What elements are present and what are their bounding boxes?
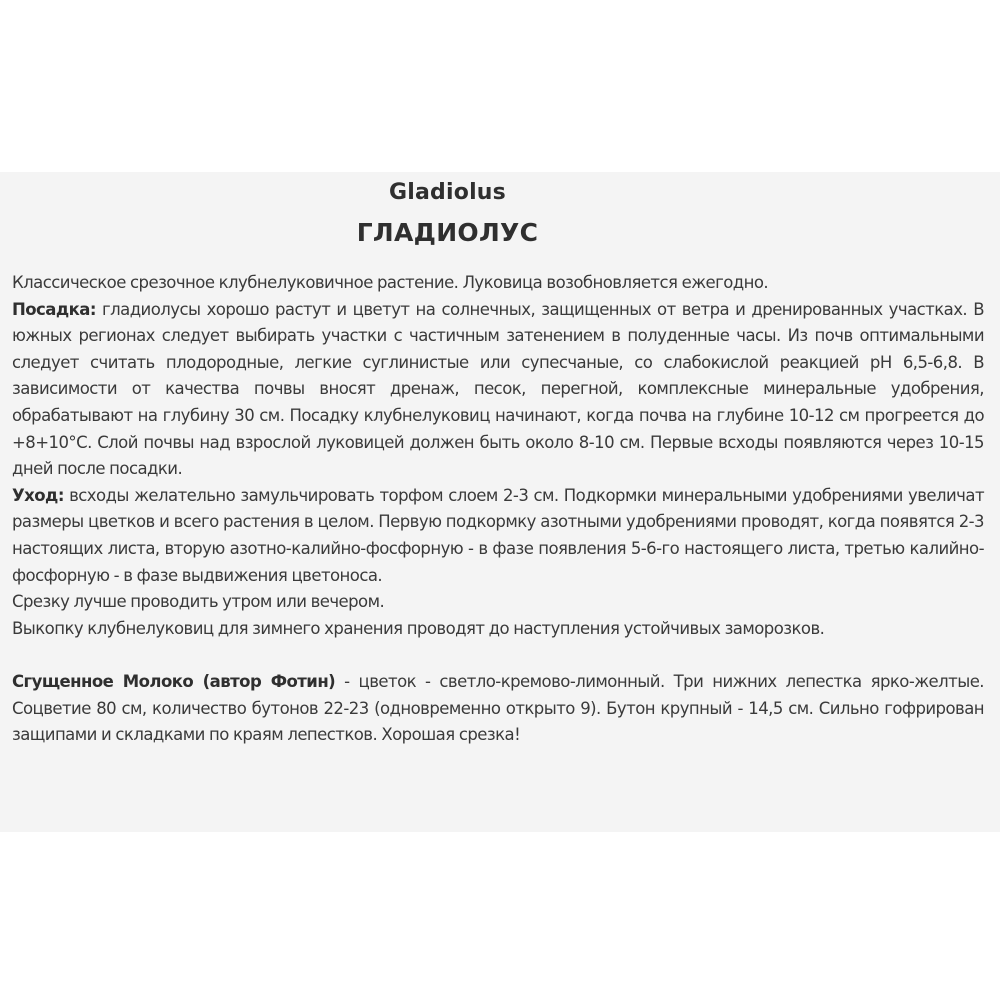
- variety-paragraph: [12, 669, 984, 749]
- care-paragraph: [12, 483, 984, 589]
- variety-name: Сгущенное Молоко (автор Фотин): [12, 671, 336, 691]
- title-russian: ГЛАДИОЛУС: [356, 218, 539, 247]
- paragraph-spacer: [12, 642, 984, 669]
- storage-paragraph: Выкопку клубнелуковиц для зимнего хранения проводят до наступления устойчивых заморозков.: [12, 618, 825, 638]
- care-text: всходы желательно замульчировать торфом слоем 2-3 см. Подкормки минеральными удобрениями увеличат размеры цветков и всего растения в целом. Первую подкормку азотными удобрениями проводят, когда появятся 2-3 настоящих листа, вторую азотно-калийно-фосфорную - в фазе появления 5-6-го настоящего листа, третью калийно-фосфорную - в фазе выдвижения цветоноса.: [12, 485, 984, 585]
- title-latin: Gladiolus: [389, 180, 506, 205]
- planting-label: Посадка:: [12, 299, 96, 319]
- intro-paragraph: Классическое срезочное клубнелуковичное растение. Луковица возобновляется ежегодно.: [12, 273, 769, 292]
- planting-paragraph: [12, 297, 984, 483]
- planting-text: гладиолусы хорошо растут и цветут на солнечных, защищенных от ветра и дренированных участках. В южных регионах следует выбирать участки с частичным затенением в полуденные часы. Из почв оптимальными следует считать плодородные, легкие суглинистые или супесчаные, со слабокислой реакцией рН 6,5-6,8. В зависимости от качества почвы вносят дренаж, песок, перегной, комплексные минеральные удобрения, обрабатывают на глубину 30 см. Посадку клубнелуковиц начинают, когда почва на глубине 10-12 см прогреется до +8+10°С. Слой почвы над взрослой луковицей должен быть около 8-10 см. Первые всходы появляются через 10-15 дней после посадки.: [12, 299, 984, 479]
- variety-text: - цветок - светло-кремово-лимонный. Три нижних лепестка ярко-желтые. Соцветие 80 см, количество бутонов 22-23 (одновременно открыто 9). Бутон крупный - 14,5 см. Сильно гофрирован защипами и складками по краям лепестков. Хорошая срезка!: [12, 671, 984, 745]
- care-label: Уход:: [12, 485, 64, 505]
- cutting-paragraph: Срезку лучше проводить утром или вечером.: [12, 592, 385, 612]
- description-body: [12, 270, 984, 749]
